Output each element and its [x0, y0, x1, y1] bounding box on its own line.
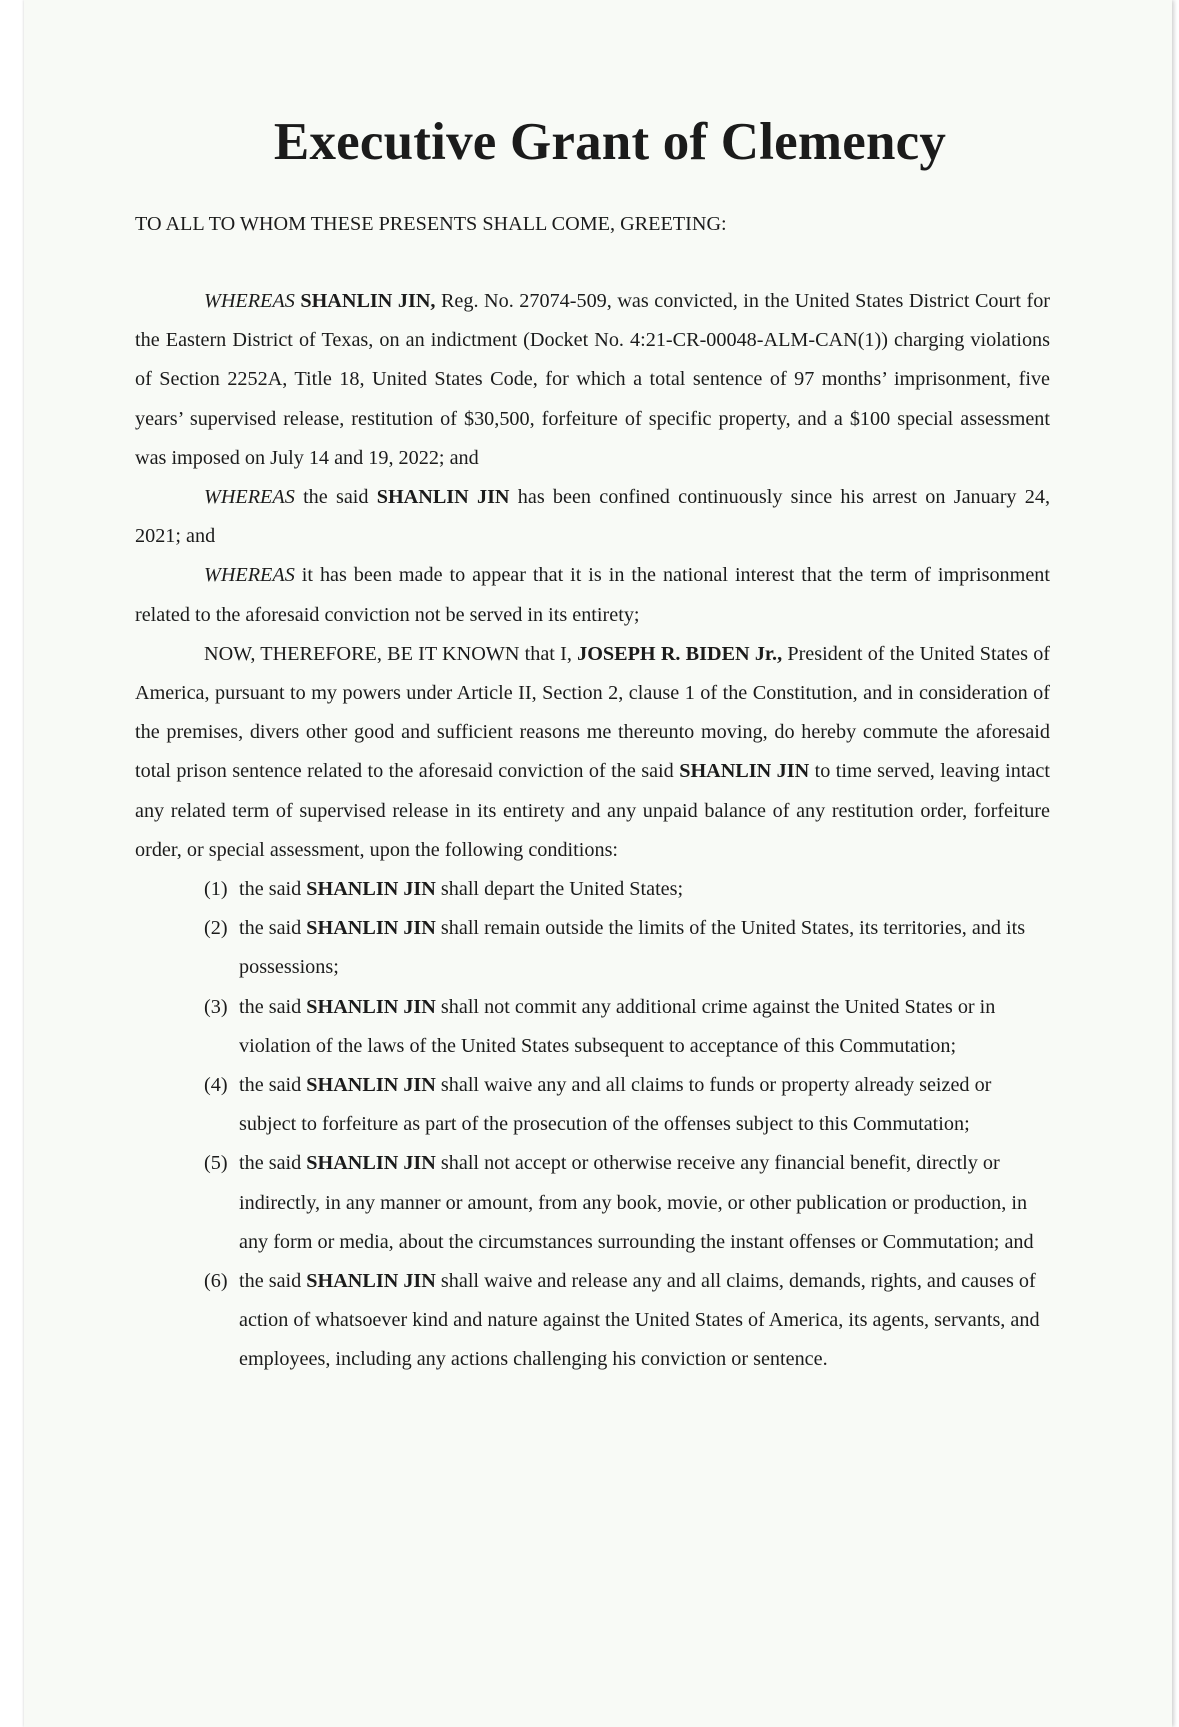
- whereas-word: WHEREAS: [204, 564, 295, 587]
- now-pre: NOW, THEREFORE, BE IT KNOWN that I,: [204, 642, 578, 665]
- condition-text: shall not accept or otherwise receive any financial benefit, directly or indirectly, in any manner or amount, from any book, movie, or other publication or production, in any form or media, about the circumstances surrounding the instant offenses or Commutation; and: [239, 1152, 1034, 1253]
- whereas-word: WHEREAS: [204, 486, 295, 509]
- condition-item: [135, 1262, 1050, 1380]
- condition-pre: the said: [239, 917, 307, 940]
- whereas-paragraph-1: [135, 282, 1050, 478]
- now-post: to time served, leaving intact any related term of supervised release in its entirety and any unpaid balance of any restitution order, forfeiture order, or special assessment, upon the following conditions:: [135, 760, 1050, 861]
- condition-number: (2): [204, 917, 228, 940]
- condition-number: (1): [204, 878, 228, 901]
- condition-pre: the said: [239, 878, 307, 901]
- document-body: [135, 282, 1050, 1380]
- whereas-paragraph-3: [135, 556, 1050, 634]
- condition-item: [135, 988, 1050, 1066]
- condition-item: [135, 1144, 1050, 1262]
- condition-number: (6): [204, 1270, 228, 1293]
- defendant-name: SHANLIN JIN: [679, 760, 810, 783]
- condition-pre: the said: [239, 1074, 307, 1097]
- defendant-name: SHANLIN JIN: [376, 486, 510, 509]
- condition-item: [135, 870, 1050, 909]
- defendant-name: SHANLIN JIN: [306, 878, 436, 901]
- condition-text: shall remain outside the limits of the United States, its territories, and its possessions;: [239, 917, 1026, 979]
- condition-pre: the said: [239, 995, 307, 1018]
- now-therefore-paragraph: [135, 635, 1050, 870]
- whereas-2-pre: the said: [294, 486, 377, 509]
- condition-item: [135, 1066, 1050, 1144]
- condition-pre: the said: [239, 1152, 307, 1175]
- condition-number: (3): [204, 995, 228, 1018]
- condition-text: shall waive and release any and all claims, demands, rights, and causes of action of whatsoever kind and nature against the United States of America, its agents, servants, and employees, including any actions challenging his conviction or sentence.: [239, 1270, 1040, 1371]
- greeting: TO ALL TO WHOM THESE PRESENTS SHALL COME, GREETING:: [135, 213, 727, 235]
- condition-text: shall depart the United States;: [435, 878, 684, 901]
- whereas-word: WHEREAS: [204, 290, 295, 312]
- conditions-list: [135, 870, 1050, 1380]
- document-page: [24, 0, 1172, 1727]
- now-mid: President of the United States of America, pursuant to my powers under Article II, Section 2, clause 1 of the Constitution, and in consideration of the premises, divers other good and sufficient reasons me thereunto moving, do hereby commute the aforesaid total prison sentence related to the aforesaid conviction of the said: [135, 642, 1051, 783]
- condition-number: (5): [204, 1152, 228, 1175]
- whereas-2-post: has been confined continuously since his arrest on January 24, 2021; and: [135, 486, 1050, 548]
- defendant-name: SHANLIN JIN: [306, 917, 436, 940]
- condition-pre: the said: [239, 1270, 307, 1293]
- condition-item: [135, 909, 1050, 987]
- defendant-name: SHANLIN JIN: [306, 1074, 436, 1097]
- whereas-paragraph-2: [135, 478, 1050, 556]
- defendant-name: SHANLIN JIN: [306, 1270, 436, 1293]
- defendant-name: SHANLIN JIN: [306, 1152, 436, 1175]
- president-name: JOSEPH R. BIDEN Jr.,: [577, 642, 783, 665]
- document-title: Executive Grant of Clemency: [273, 113, 947, 171]
- condition-text: shall not commit any additional crime against the United States or in violation of the laws of the United States subsequent to acceptance of this Commutation;: [239, 995, 996, 1057]
- defendant-name: SHANLIN JIN,: [300, 290, 436, 312]
- condition-number: (4): [204, 1074, 228, 1097]
- whereas-3-text: it has been made to appear that it is in the national interest that the term of imprisonment related to the aforesaid conviction not be served in its entirety;: [135, 564, 1050, 626]
- defendant-name: SHANLIN JIN: [306, 995, 436, 1018]
- whereas-1-text: Reg. No. 27074-509, was convicted, in the United States District Court for the Eastern District of Texas, on an indictment (Docket No. 4:21-CR-00048-ALM-CAN(1)) charging violations of Section 2252A, Title 18, United States Code, for which a total sentence of 97 months’ imprisonment, five years’ supervised release, restitution of $30,500, forfeiture of specific property, and a $100 special assessment was imposed on July 14 and 19, 2022; and: [135, 290, 1051, 469]
- condition-text: shall waive any and all claims to funds or property already seized or subject to forfeiture as part of the prosecution of the offenses subject to this Commutation;: [239, 1074, 992, 1136]
